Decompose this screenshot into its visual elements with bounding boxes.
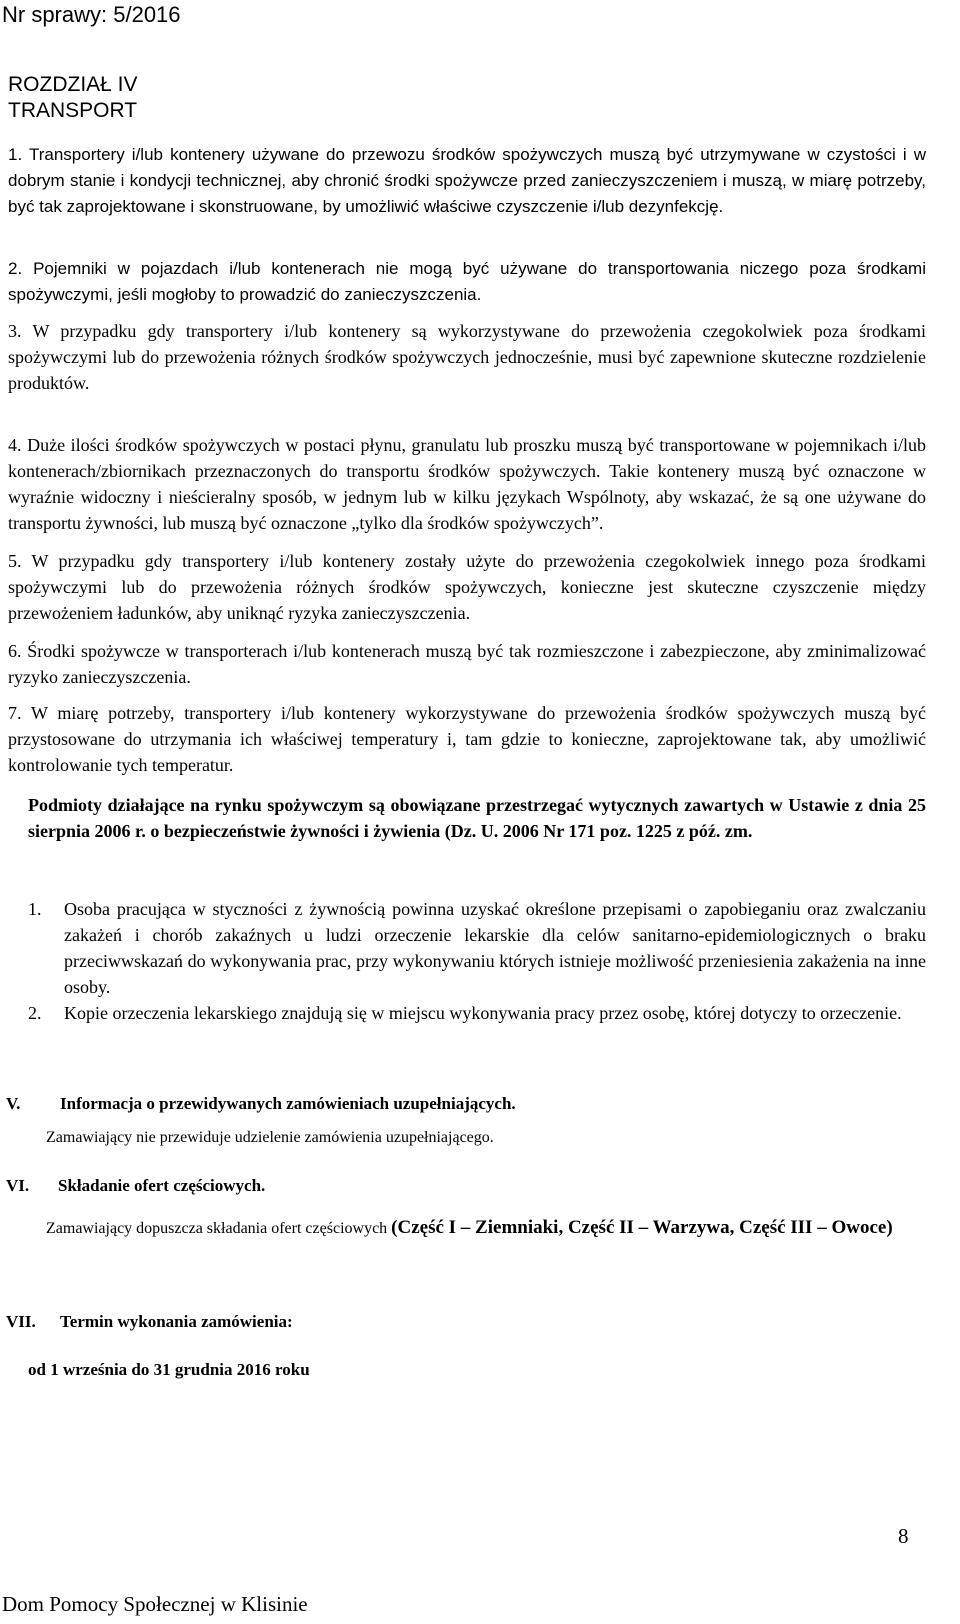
section-vi-body-text: Zamawiający dopuszcza składania ofert częściowych — [46, 1220, 388, 1237]
section-vi-parts: (Część I – Ziemniaki, Część II – Warzywa, Część III – Owoce) — [391, 1217, 893, 1238]
obligation-heading: Podmioty działające na rynku spożywczym są obowiązane przestrzegać wytycznych zawartych w Ustawie z dnia 25 sierpnia 2006 r. o bezpieczeństwie żywności i żywienia (Dz. U. 2006 Nr 171 poz. 1225 z póź. zm. — [28, 795, 926, 841]
point-text: W przypadku gdy transportery i/lub kontenery zostały użyte do przewożenia czegokolwiek innego poza środkami spożywczymi lub do przewożenia różnych środków spożywczych, konieczne jest skuteczne czyszczenie między przewożeniem ładunków, aby uniknąć ryzyka zanieczyszczenia. — [8, 551, 926, 623]
case-number: Nr sprawy: 5/2016 — [2, 2, 181, 27]
chapter-point-1 — [8, 142, 926, 220]
obligation-item-2 — [28, 1000, 926, 1026]
point-number: 7. — [8, 703, 22, 723]
section-vii-body: od 1 września do 31 grudnia 2016 roku — [28, 1360, 310, 1379]
chapter-subtitle: TRANSPORT — [8, 99, 138, 122]
page-number: 8 — [898, 1524, 909, 1548]
point-text: Środki spożywcze w transporterach i/lub kontenerach muszą być tak rozmieszczone i zabezpieczone, aby zminimalizować ryzyko zanieczyszczenia. — [8, 641, 927, 687]
point-number: 2. — [8, 259, 23, 278]
point-text: W przypadku gdy transportery i/lub kontenery są wykorzystywane do przewożenia czegokolwiek poza środkami spożywczymi lub do przewożenia różnych środków spożywczych jednocześnie, musi być zapewnione skuteczne rozdzielenie produktów. — [8, 321, 926, 393]
point-text: Duże ilości środków spożywczych w postaci płynu, granulatu lub proszku muszą być transportowane w pojemnikach i/lub kontenerach/zbiornikach przeznaczonych do transportu środków spożywczych. Takie kontenery muszą być oznaczone w wyraźnie widoczny i nieścieralny sposób, w jednym lub w kilku językach Wspólnoty, aby wskazać, że są one używane do transportu żywności, lub muszą być oznaczone „tylko dla środków spożywczych”. — [8, 435, 926, 533]
chapter-title: ROZDZIAŁ IV — [8, 73, 138, 96]
section-vi-body — [46, 1208, 926, 1249]
point-number: 3. — [8, 321, 22, 341]
chapter-point-2 — [8, 256, 926, 308]
chapter-point-6 — [8, 638, 926, 690]
section-v-body: Zamawiający nie przewiduje udzielenie zamówienia uzupełniającego. — [46, 1129, 494, 1146]
footer-institution: Dom Pomocy Społecznej w Klisinie — [2, 1592, 308, 1616]
chapter-point-4 — [8, 432, 926, 536]
point-text: W miarę potrzeby, transportery i/lub kontenery wykorzystywane do przewożenia środków spożywczych muszą być przystosowane do utrzymania ich właściwej temperatury i, tam gdzie to konieczne, zaprojektowane tak, aby umożliwić kontrolowanie tych temperatur. — [8, 703, 926, 775]
item-text: Osoba pracująca w styczności z żywnością powinna uzyskać określone przepisami o zapobieganiu oraz zwalczaniu zakażeń i chorób zakaźnych u ludzi orzeczenie lekarskie dla celów sanitarno-epidemiologicznych o braku przeciwwskazań do wykonywania prac, przy wykonywaniu których istnieje możliwość przeniesienia zakażenia na inne osoby. — [64, 899, 926, 997]
point-number: 4. — [8, 435, 22, 455]
point-text: Pojemniki w pojazdach i/lub kontenerach nie mogą być używane do transportowania niczego poza środkami spożywczymi, jeśli mogłoby to prowadzić do zanieczyszczenia. — [8, 259, 926, 304]
item-text: Kopie orzeczenia lekarskiego znajdują się w miejscu wykonywania pracy przez osobę, której dotyczy to orzeczenie. — [64, 1003, 902, 1023]
chapter-point-5 — [8, 548, 926, 626]
point-text: Transportery i/lub kontenery używane do przewozu środków spożywczych muszą być utrzymywane w czystości i w dobrym stanie i kondycji technicznej, aby chronić środki spożywcze przed zanieczyszczeniem i muszą, w miarę potrzeby, być tak zaprojektowane i skonstruowane, by umożliwić właściwe czyszczenie i/lub dezynfekcję. — [8, 145, 927, 216]
item-number: 2. — [28, 1003, 42, 1023]
section-vii-title: Termin wykonania zamówienia: — [60, 1312, 293, 1331]
point-number: 5. — [8, 551, 22, 571]
section-v-number: V. — [6, 1094, 21, 1113]
section-vii-number: VII. — [6, 1312, 36, 1331]
section-v-title: Informacja o przewidywanych zamówieniach uzupełniających. — [60, 1094, 516, 1113]
section-vi-title: Składanie ofert częściowych. — [58, 1176, 266, 1195]
chapter-point-3 — [8, 318, 926, 396]
chapter-point-7 — [8, 700, 926, 778]
item-number: 1. — [28, 899, 42, 919]
obligation-item-1 — [28, 896, 926, 1000]
section-vi-number: VI. — [6, 1176, 30, 1195]
point-number: 6. — [8, 641, 22, 661]
point-number: 1. — [8, 145, 23, 164]
